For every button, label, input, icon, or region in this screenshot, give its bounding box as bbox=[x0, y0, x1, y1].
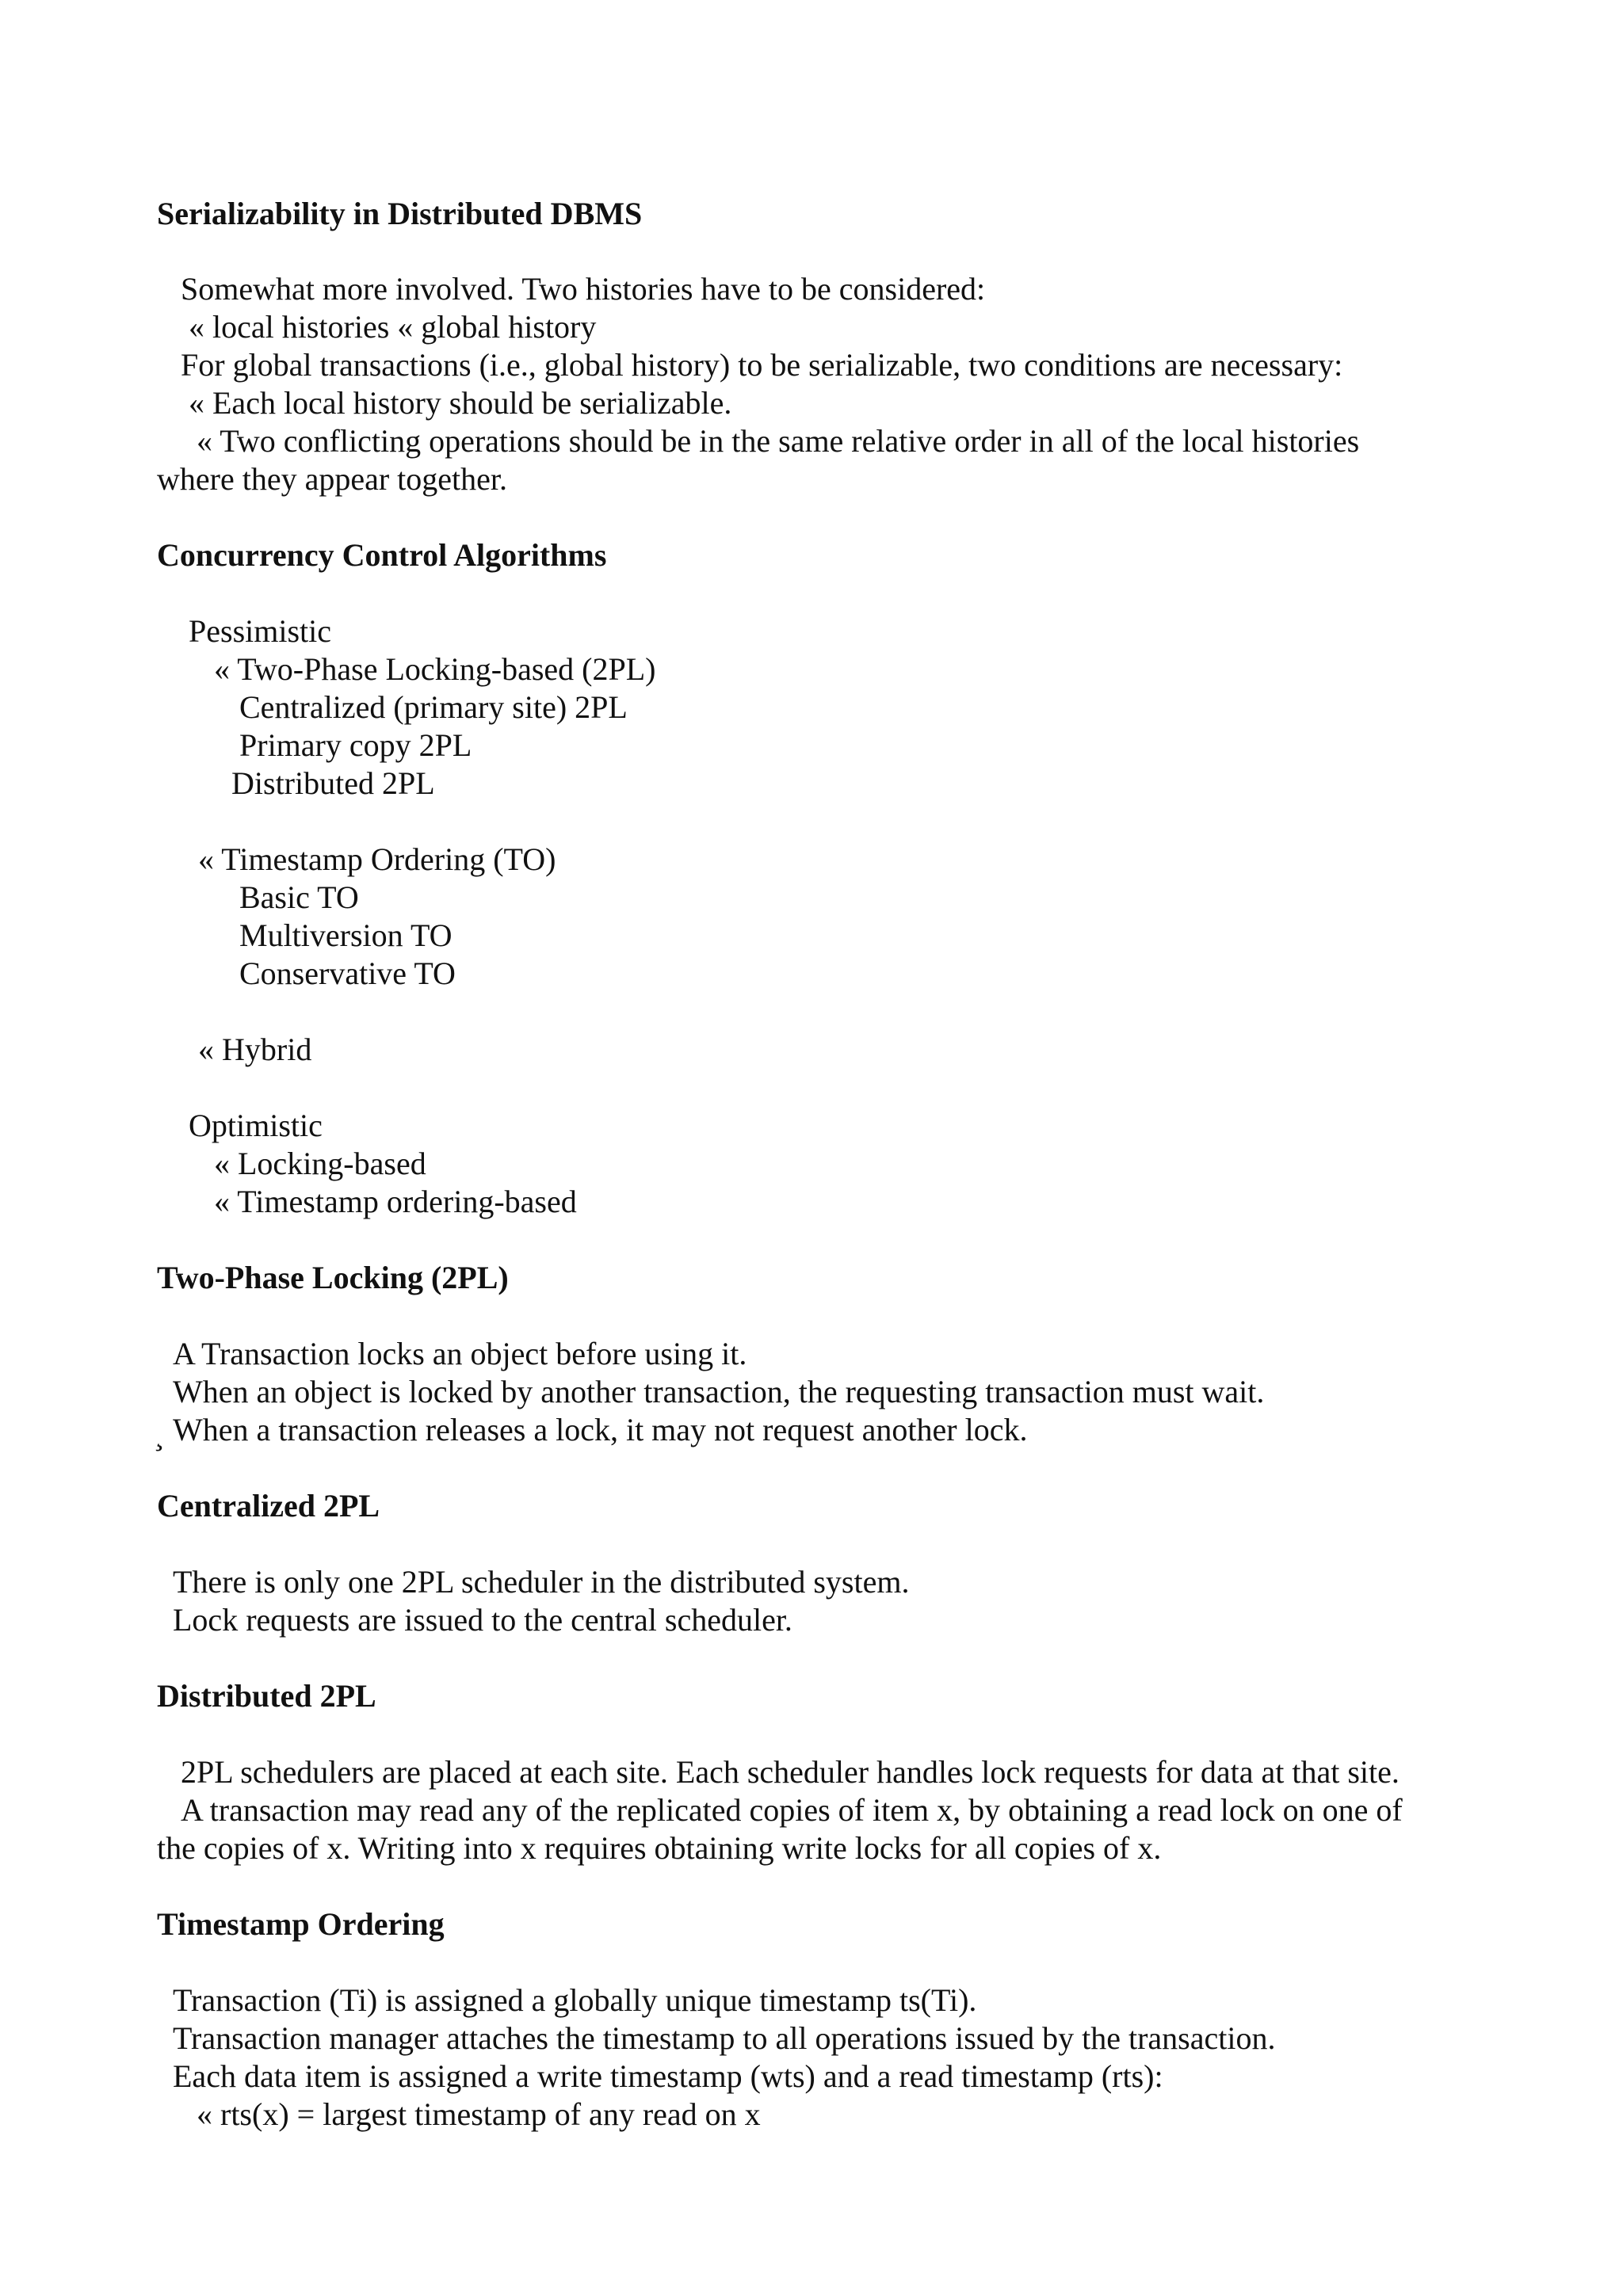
section-heading-centralized-2pl: Centralized 2PL bbox=[157, 1488, 380, 1524]
bullet-line: « Each local history should be serializable. bbox=[189, 385, 732, 421]
list-item: Pessimistic bbox=[189, 613, 332, 649]
paragraph-line: There is only one 2PL scheduler in the distributed system. bbox=[173, 1564, 910, 1600]
paragraph-line: Transaction manager attaches the timestamp to all operations issued by the transaction. bbox=[173, 2020, 1276, 2056]
list-item: « Timestamp Ordering (TO) bbox=[198, 841, 556, 877]
list-item: « Locking-based bbox=[214, 1146, 426, 1181]
paragraph-line: Somewhat more involved. Two histories have to be considered: bbox=[181, 271, 986, 307]
section-heading-serializability: Serializability in Distributed DBMS bbox=[157, 196, 643, 231]
paragraph-line: Transaction (Ti) is assigned a globally unique timestamp ts(Ti). bbox=[173, 1982, 977, 2018]
list-item: « Two-Phase Locking-based (2PL) bbox=[214, 651, 656, 687]
bullet-line: « Two conflicting operations should be in the same relative order in all of the local histories bbox=[197, 423, 1360, 459]
stray-mark: ¸ bbox=[154, 1416, 165, 1451]
list-item: Distributed 2PL bbox=[231, 765, 435, 801]
list-item: Multiversion TO bbox=[239, 917, 453, 953]
paragraph-line: 2PL schedulers are placed at each site. Each scheduler handles lock requests for data at that site. bbox=[181, 1754, 1400, 1790]
list-item: « Timestamp ordering-based bbox=[214, 1184, 577, 1219]
list-item: Optimistic bbox=[189, 1108, 323, 1143]
paragraph-line: When an object is locked by another transaction, the requesting transaction must wait. bbox=[173, 1374, 1265, 1409]
list-item: Basic TO bbox=[239, 879, 359, 915]
paragraph-line: Each data item is assigned a write timestamp (wts) and a read timestamp (rts): bbox=[173, 2058, 1163, 2094]
paragraph-line: For global transactions (i.e., global history) to be serializable, two conditions are necessary: bbox=[181, 347, 1343, 383]
paragraph-line: A Transaction locks an object before using it. bbox=[173, 1336, 747, 1371]
list-item: Centralized (primary site) 2PL bbox=[239, 689, 628, 725]
bullet-line: « rts(x) = largest timestamp of any read on x bbox=[197, 2096, 761, 2132]
paragraph-line: Lock requests are issued to the central scheduler. bbox=[173, 1602, 792, 1638]
section-heading-timestamp-ordering: Timestamp Ordering bbox=[157, 1906, 445, 1942]
section-heading-concurrency-control: Concurrency Control Algorithms bbox=[157, 537, 607, 573]
list-item: Conservative TO bbox=[239, 955, 456, 991]
section-heading-distributed-2pl: Distributed 2PL bbox=[157, 1678, 376, 1714]
list-item: « Hybrid bbox=[198, 1032, 312, 1067]
list-item: Primary copy 2PL bbox=[239, 727, 472, 763]
paragraph-line: where they appear together. bbox=[157, 461, 508, 497]
paragraph-line: A transaction may read any of the replicated copies of item x, by obtaining a read lock on one of bbox=[181, 1792, 1403, 1828]
bullet-line: « local histories « global history bbox=[189, 309, 597, 345]
paragraph-line: When a transaction releases a lock, it may not request another lock. bbox=[173, 1412, 1028, 1447]
section-heading-two-phase-locking: Two-Phase Locking (2PL) bbox=[157, 1260, 509, 1295]
paragraph-line: the copies of x. Writing into x requires obtaining write locks for all copies of x. bbox=[157, 1830, 1162, 1866]
